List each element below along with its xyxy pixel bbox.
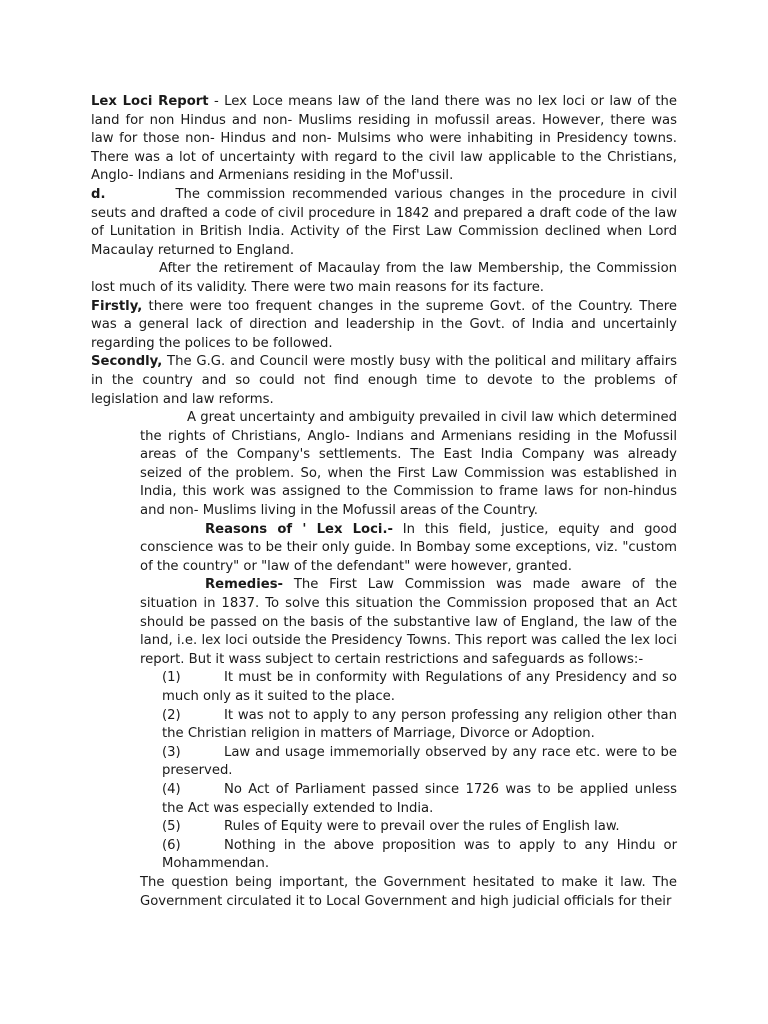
- paragraph-text: After the retirement of Macaulay from the law Membership, the Commission lost much of its validity. There were two main reasons for its facture.: [91, 261, 677, 295]
- paragraph-secondly: [91, 353, 677, 409]
- list-item: [162, 707, 677, 744]
- indented-section: [140, 409, 677, 669]
- paragraph-question: [140, 874, 677, 911]
- list-item: [162, 837, 677, 874]
- paragraph-remedies: [140, 576, 677, 669]
- list-item-text: No Act of Parliament passed since 1726 was to be applied unless the Act was especially extended to India.: [162, 781, 677, 816]
- paragraph-lex-loci-report: [91, 93, 677, 186]
- label-remedies: Remedies-: [205, 577, 284, 593]
- heading-lex-loci-report: Lex Loci Report: [91, 94, 209, 109]
- list-item: [162, 669, 677, 706]
- list-item-number: (2): [162, 707, 181, 723]
- paragraph-d: [91, 186, 677, 260]
- paragraph-text: there were too frequent changes in the supreme Govt. of the Country. There was a general lack of direction and leadership in the Govt. of India and uncertainly regarding the polices to be followed.: [91, 298, 677, 351]
- list-item-number: (5): [162, 819, 181, 835]
- paragraph-firstly: [91, 298, 677, 354]
- paragraph-text: In this field, justice, equity and good conscience was to be their only guide. In Bombay some exceptions, viz. "custom of the country" or "law of the defendant" were however, granted.: [140, 521, 677, 574]
- paragraph-text: - Lex Loce means law of the land there was no lex loci or law of the land for non Hindus and non- Muslims residing in mofussil areas. However, there was law for those non- Hindus and non- Mulsims who were inhabiting in Presidency towns. There was a lot of uncertainty with regard to the civil law applicable to the Christians, Anglo- Indians and Armenians residing in the Mof'ussil.: [91, 94, 677, 184]
- list-item-number: (1): [162, 670, 181, 686]
- document-body: [91, 93, 677, 911]
- list-item: [162, 744, 677, 781]
- paragraph-text: The G.G. and Council were mostly busy with the political and military affairs in the country and so could not find enough time to devote to the problems of legislation and law reforms.: [91, 354, 677, 407]
- paragraph-uncertainty: [140, 409, 677, 521]
- list-item-text: It was not to apply to any person professing any religion other than the Christian religion in matters of Marriage, Divorce or Adoption.: [162, 707, 677, 742]
- list-item-number: (3): [162, 744, 181, 760]
- paragraph-text: The question being important, the Government hesitated to make it law. The Government circulated it to Local Government and high judicial officials for their: [140, 874, 677, 909]
- paragraph-retirement: [91, 260, 677, 297]
- list-item-text: Law and usage immemorially observed by any race etc. were to be preserved.: [162, 744, 677, 779]
- label-firstly: Firstly,: [91, 298, 143, 314]
- restrictions-list: [162, 669, 677, 874]
- paragraph-reasons-lex-loci: [140, 521, 677, 577]
- list-item: [162, 818, 677, 837]
- list-item-number: (6): [162, 837, 181, 853]
- paragraph-text: The First Law Commission was made aware of the situation in 1837. To solve this situation the Commission proposed that an Act should be passed on the basis of the substantive law of England, the law of the land, i.e. lex loci outside the Presidency Towns. This report was called the lex loci report. But it wass subject to certain restrictions and safeguards as follows:-: [140, 577, 677, 667]
- paragraph-label-d: d.: [91, 186, 106, 202]
- list-item-number: (4): [162, 781, 181, 797]
- paragraph-text: A great uncertainty and ambiguity prevailed in civil law which determined the rights of Christians, Anglo- Indians and Armenians residing in the Mofussil areas of the Company's settlements. The East India Company was already seized of the problem. So, when the First Law Commission was established in India, this work was assigned to the Commission to frame laws for non-hindus and non- Muslims living in the Mofussil areas of the Country.: [140, 410, 677, 519]
- label-secondly: Secondly,: [91, 354, 163, 370]
- list-item-text: Nothing in the above proposition was to apply to any Hindu or Mohammendan.: [162, 837, 677, 872]
- list-item-text: It must be in conformity with Regulations of any Presidency and so much only as it suited to the place.: [162, 670, 677, 704]
- paragraph-text: The commission recommended various changes in the procedure in civil seuts and drafted a code of civil procedure in 1842 and prepared a draft code of the law of Lunitation in British India. Activity of the First Law Commission declined when Lord Macaulay returned to England.: [91, 186, 677, 258]
- list-item-text: Rules of Equity were to prevail over the rules of English law.: [224, 819, 620, 835]
- label-reasons-lex-loci: Reasons of ' Lex Loci.-: [205, 521, 393, 537]
- list-item: [162, 781, 677, 818]
